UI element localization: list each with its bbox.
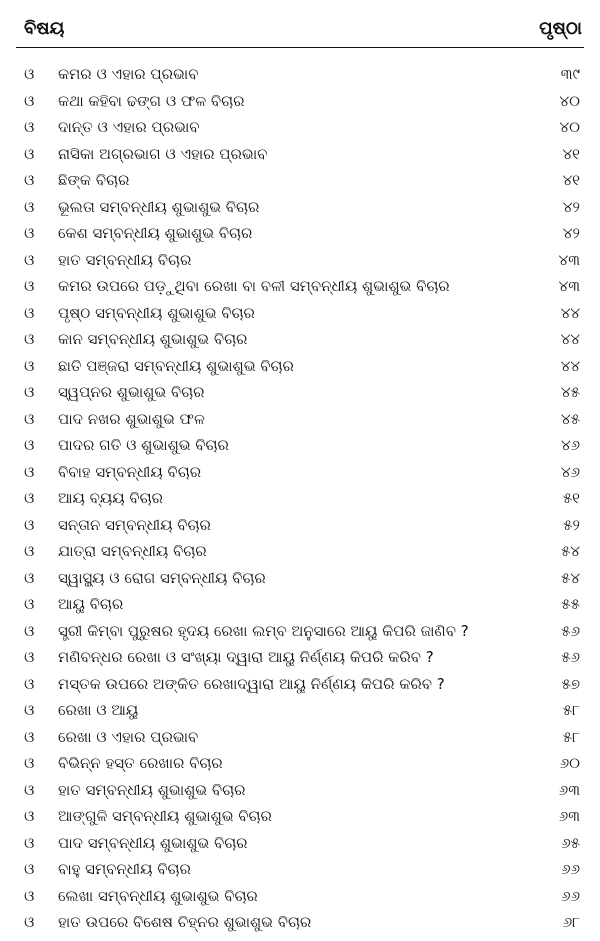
- entry-page-number: ୬୬: [561, 860, 580, 878]
- toc-entry: [18, 88, 584, 115]
- entry-title: ଯାତ୍ରା ସମ୍ବନ୍ଧୀୟ ବିଚାର: [58, 542, 207, 560]
- entry-bullet: ଓ: [24, 330, 35, 348]
- entry-bullet: ଓ: [24, 833, 35, 852]
- entry-title: କମର ଓ ଏହାର ପ୍ରଭାବ: [58, 65, 199, 83]
- toc-entry: [18, 830, 584, 857]
- entry-bullet: ଓ: [24, 754, 35, 772]
- entry-title: ସ୍ୱାସ୍ଥ୍ୟ ଓ ରୋଗ ସମ୍ବନ୍ଧୀୟ ବିଚାର: [58, 568, 266, 587]
- entry-title: ସନ୍ତାନ ସମ୍ବନ୍ଧୀୟ ବିଚାର: [58, 515, 211, 534]
- toc-entry: [18, 61, 584, 88]
- entry-title: କମର ଉପରେ ପଡ଼ୁଥିବା ରେଖା ବା ବଳୀ ସମ୍ବନ୍ଧୀୟ ଶୁଭାଶୁଭ ବିଚାର: [58, 277, 450, 295]
- entry-bullet: ଓ: [24, 913, 35, 931]
- entry-page-number: ୬୩: [558, 780, 580, 799]
- entry-page-number: ୬୮: [562, 913, 580, 931]
- entry-bullet: ଓ: [24, 250, 35, 269]
- entry-title: ହାତ ସମ୍ବନ୍ଧୀୟ ବିଚାର: [58, 250, 192, 269]
- entry-page-number: ୫୮: [562, 727, 580, 746]
- entry-page-number: ୫୨: [563, 515, 580, 534]
- entry-title: ଛିଙ୍କ ବିଚାର: [58, 171, 130, 189]
- entry-page-number: ୪୨: [562, 197, 580, 216]
- toc-header: [16, 18, 584, 46]
- entry-bullet: ଓ: [24, 91, 35, 110]
- entry-title: ଲେଖା ସମ୍ବନ୍ଧୀୟ ଶୁଭାଶୁଭ ବିଚାର: [58, 886, 258, 905]
- toc-entry: [18, 671, 584, 698]
- entry-page-number: ୫୭: [561, 674, 580, 693]
- entry-bullet: ଓ: [24, 542, 35, 560]
- entry-bullet: ଓ: [24, 224, 35, 242]
- entry-page-number: ୪୪: [560, 356, 580, 375]
- entry-page-number: ୬୫: [561, 833, 580, 852]
- entry-title: ପାଦର ଗତି ଓ ଶୁଭାଶୁଭ ବିଚାର: [58, 436, 229, 454]
- entry-title: ନାସିକା ଅଗ୍ରଭାଗ ଓ ଏହାର ପ୍ରଭାବ: [58, 144, 268, 163]
- entry-title: ହାତ ଉପରେ ବିଶେଷ ଚିହ୍ନର ଶୁଭାଶୁଭ ବିଚାର: [58, 913, 312, 931]
- topic-column-heading: ବିଷୟ: [24, 18, 65, 39]
- toc-entry: [18, 856, 584, 883]
- entry-bullet: ଓ: [24, 701, 35, 719]
- entry-title: ଆଙ୍ଗୁଳି ସମ୍ବନ୍ଧୀୟ ଶୁଭାଶୁଭ ବିଚାର: [58, 807, 272, 825]
- toc-entry: [18, 565, 584, 592]
- entry-title: ଦାନ୍ତ ଓ ଏହାର ପ୍ରଭାବ: [58, 118, 200, 136]
- toc-entry: [18, 803, 584, 830]
- entry-bullet: ଓ: [24, 356, 35, 375]
- entry-page-number: ୫୬: [561, 621, 580, 640]
- entry-title: ଛାତି ପଞ୍ଜରା ସମ୍ବନ୍ଧୀୟ ଶୁଭାଶୁଭ ବିଚାର: [58, 356, 294, 375]
- entry-title: ଭୂଲତା ସମ୍ବନ୍ଧୀୟ ଶୁଭାଶୁଭ ବିଚାର: [58, 197, 260, 216]
- entry-page-number: ୬୬: [561, 886, 580, 905]
- entry-bullet: ଓ: [24, 436, 35, 454]
- entry-bullet: ଓ: [24, 197, 35, 216]
- entry-page-number: ୫୮: [562, 701, 580, 719]
- entry-page-number: ୫୪: [561, 542, 580, 560]
- entry-bullet: ଓ: [24, 65, 35, 83]
- entry-title: ସ୍ୱପ୍ନର ଶୁଭାଶୁଭ ବିଚାର: [58, 383, 205, 401]
- toc-entry: [18, 538, 584, 565]
- toc-entry: [18, 406, 584, 433]
- header-rule: [16, 47, 584, 48]
- entry-title: ମସ୍ତକ ଉପରେ ଅଙ୍କିତ ରେଖାଦ୍ୱାରା ଆୟୁ ନିର୍ଣ୍ଣୟ କିପରି କରିବ ?: [58, 674, 445, 693]
- page-column-heading: ପୃଷ୍ଠା: [539, 18, 582, 39]
- entry-page-number: ୬୦: [559, 754, 580, 772]
- entry-page-number: ୬୩: [558, 807, 580, 825]
- entry-title: କେଶ ସମ୍ବନ୍ଧୀୟ ଶୁଭାଶୁଭ ବିଚାର: [58, 224, 253, 242]
- entry-title: ସ୍ତ୍ରୀ କିମ୍ବା ପୁରୁଷର ହୃଦୟ ରେଖା ଲମ୍ବ ଅନୁସାରେ ଆୟୁ କିପରି ଜାଣିବ ?: [58, 621, 469, 640]
- entry-bullet: ଓ: [24, 515, 35, 534]
- toc-list: [18, 61, 584, 936]
- entry-page-number: ୪୪: [560, 330, 580, 348]
- entry-title: ହାତ ସମ୍ବନ୍ଧୀୟ ଶୁଭାଶୁଭ ବିଚାର: [58, 780, 246, 799]
- entry-page-number: ୫୫: [561, 595, 580, 613]
- entry-bullet: ଓ: [24, 462, 35, 481]
- toc-entry: [18, 353, 584, 380]
- entry-page-number: ୪୬: [560, 436, 580, 454]
- entry-bullet: ଓ: [24, 409, 35, 428]
- toc-entry: [18, 220, 584, 247]
- toc-entry: [18, 114, 584, 141]
- entry-bullet: ଓ: [24, 648, 35, 666]
- toc-entry: [18, 273, 584, 300]
- toc-entry: [18, 326, 584, 353]
- entry-title: ପାଦ ନଖର ଶୁଭାଶୁଭ ଫଳ: [58, 409, 205, 428]
- toc-entry: [18, 618, 584, 645]
- entry-bullet: ଓ: [24, 727, 35, 746]
- entry-title: ବିବାହ ସମ୍ବନ୍ଧୀୟ ବିଚାର: [58, 462, 202, 481]
- entry-bullet: ଓ: [24, 118, 35, 136]
- toc-entry: [18, 379, 584, 406]
- toc-entry: [18, 750, 584, 777]
- toc-entry: [18, 459, 584, 486]
- entry-bullet: ଓ: [24, 621, 35, 640]
- toc-entry: [18, 167, 584, 194]
- entry-title: ରେଖା ଓ ଏହାର ପ୍ରଭାବ: [58, 727, 199, 746]
- entry-page-number: ୪୦: [559, 91, 580, 110]
- entry-title: ପାଦ ସମ୍ବନ୍ଧୀୟ ଶୁଭାଶୁଭ ବିଚାର: [58, 833, 248, 852]
- entry-page-number: ୪୫: [561, 383, 580, 401]
- entry-title: ମଣିବନ୍ଧର ରେଖା ଓ ସଂଖ୍ୟା ଦ୍ୱାରା ଆୟୁ ନିର୍ଣ୍ଣୟ କିପରି କରିବ ?: [58, 648, 434, 666]
- toc-entry: [18, 777, 584, 804]
- entry-page-number: ୪୬: [560, 462, 580, 481]
- entry-bullet: ଓ: [24, 886, 35, 905]
- entry-page-number: ୫୪: [561, 568, 580, 587]
- entry-page-number: ୪୩: [558, 277, 580, 295]
- entry-page-number: ୩୯: [560, 65, 580, 83]
- entry-bullet: ଓ: [24, 860, 35, 878]
- entry-page-number: ୪୫: [561, 409, 580, 428]
- entry-title: କାନ ସମ୍ବନ୍ଧୀୟ ଶୁଭାଶୁଭ ବିଚାର: [58, 330, 248, 348]
- entry-title: ଆୟୁ ବିଚାର: [58, 595, 124, 613]
- toc-entry: [18, 512, 584, 539]
- toc-entry: [18, 909, 584, 936]
- entry-title: ଆୟ ବ୍ୟୟ ବିଚାର: [58, 489, 163, 507]
- toc-entry: [18, 485, 584, 512]
- entry-bullet: ଓ: [24, 674, 35, 693]
- entry-bullet: ଓ: [24, 780, 35, 799]
- entry-title: ବାହୁ ସମ୍ବନ୍ଧୀୟ ବିଚାର: [58, 860, 191, 878]
- toc-entry: [18, 883, 584, 910]
- entry-title: କଥା କହିବା ଢଙ୍ଗ ଓ ଫଳ ବିଚାର: [58, 91, 245, 110]
- entry-bullet: ଓ: [24, 807, 35, 825]
- entry-bullet: ଓ: [24, 595, 35, 613]
- toc-entry: [18, 194, 584, 221]
- toc-entry: [18, 247, 584, 274]
- entry-bullet: ଓ: [24, 303, 35, 322]
- entry-page-number: ୪୪: [560, 303, 580, 322]
- toc-entry: [18, 432, 584, 459]
- toc-entry: [18, 300, 584, 327]
- entry-bullet: ଓ: [24, 489, 35, 507]
- entry-page-number: ୪୨: [562, 224, 580, 242]
- toc-entry: [18, 591, 584, 618]
- entry-bullet: ଓ: [24, 568, 35, 587]
- entry-title: ପୃଷ୍ଠ ସମ୍ବନ୍ଧୀୟ ଶୁଭାଶୁଭ ବିଚାର: [58, 303, 255, 322]
- toc-entry: [18, 644, 584, 671]
- entry-page-number: ୫୬: [561, 648, 580, 666]
- toc-entry: [18, 724, 584, 751]
- toc-entry: [18, 141, 584, 168]
- entry-title: ରେଖା ଓ ଆୟୁ: [58, 701, 139, 719]
- entry-title: ବିଭିନ୍ନ ହସ୍ତ ରେଖାର ବିଚାର: [58, 754, 223, 772]
- entry-bullet: ଓ: [24, 171, 35, 189]
- entry-bullet: ଓ: [24, 144, 35, 163]
- entry-page-number: ୪୧: [562, 144, 580, 163]
- entry-page-number: ୪୦: [559, 118, 580, 136]
- entry-page-number: ୪୩: [558, 250, 580, 269]
- entry-bullet: ଓ: [24, 383, 35, 401]
- toc-entry: [18, 697, 584, 724]
- entry-bullet: ଓ: [24, 277, 35, 295]
- entry-page-number: ୫୧: [562, 489, 580, 507]
- entry-page-number: ୪୧: [562, 171, 580, 189]
